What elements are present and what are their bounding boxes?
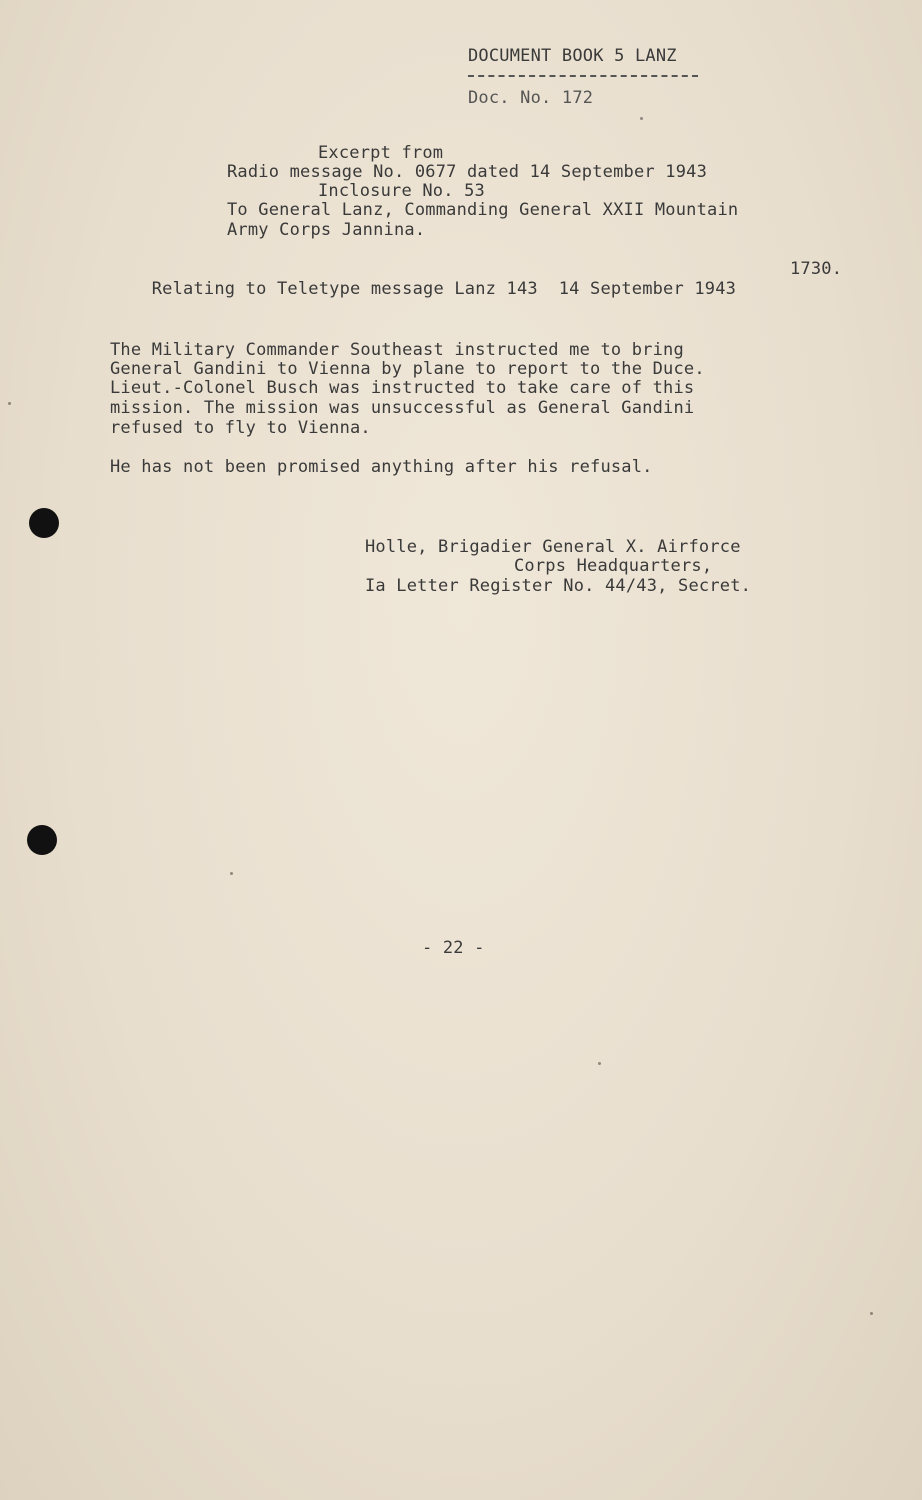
body-paragraph-2: He has not been promised anything after his refusal. xyxy=(110,457,653,477)
excerpt-line-1: Excerpt from xyxy=(318,143,444,163)
relating-text: Relating to Teletype message Lanz 143 14 September 1943 xyxy=(151,279,737,299)
document-number: Doc. No. 172 xyxy=(468,88,594,108)
body-line-4: mission. The mission was unsuccessful as General Gandini xyxy=(110,398,695,418)
title-underline xyxy=(468,75,698,77)
signature-line-3: Ia Letter Register No. 44/43, Secret. xyxy=(365,576,752,596)
page-number: - 22 - xyxy=(422,938,485,958)
body-line-2: General Gandini to Vienna by plane to report to the Duce. xyxy=(110,359,705,379)
signature-line-1: Holle, Brigadier General X. Airforce xyxy=(365,537,741,557)
paper-speck xyxy=(640,117,643,120)
excerpt-line-4: To General Lanz, Commanding General XXII Mountain xyxy=(227,200,739,220)
body-line-3: Lieut.-Colonel Busch was instructed to take care of this xyxy=(110,378,695,398)
punch-hole-top xyxy=(29,508,59,538)
paper-speck xyxy=(8,402,11,405)
relating-line xyxy=(110,259,843,339)
document-book-title: DOCUMENT BOOK 5 LANZ xyxy=(468,46,677,66)
relating-time: 1730. xyxy=(790,259,843,279)
body-line-1: The Military Commander Southeast instructed me to bring xyxy=(110,340,684,360)
punch-hole-bottom xyxy=(27,825,57,855)
excerpt-line-2: Radio message No. 0677 dated 14 September 1943 xyxy=(227,162,708,182)
signature-line-2: Corps Headquarters, xyxy=(514,556,713,576)
paper-speck xyxy=(870,1312,873,1315)
body-line-5: refused to fly to Vienna. xyxy=(110,418,371,438)
excerpt-line-3: Inclosure No. 53 xyxy=(318,181,485,201)
paper-speck xyxy=(598,1062,601,1065)
paper-speck xyxy=(230,872,233,875)
excerpt-line-5: Army Corps Jannina. xyxy=(227,220,426,240)
